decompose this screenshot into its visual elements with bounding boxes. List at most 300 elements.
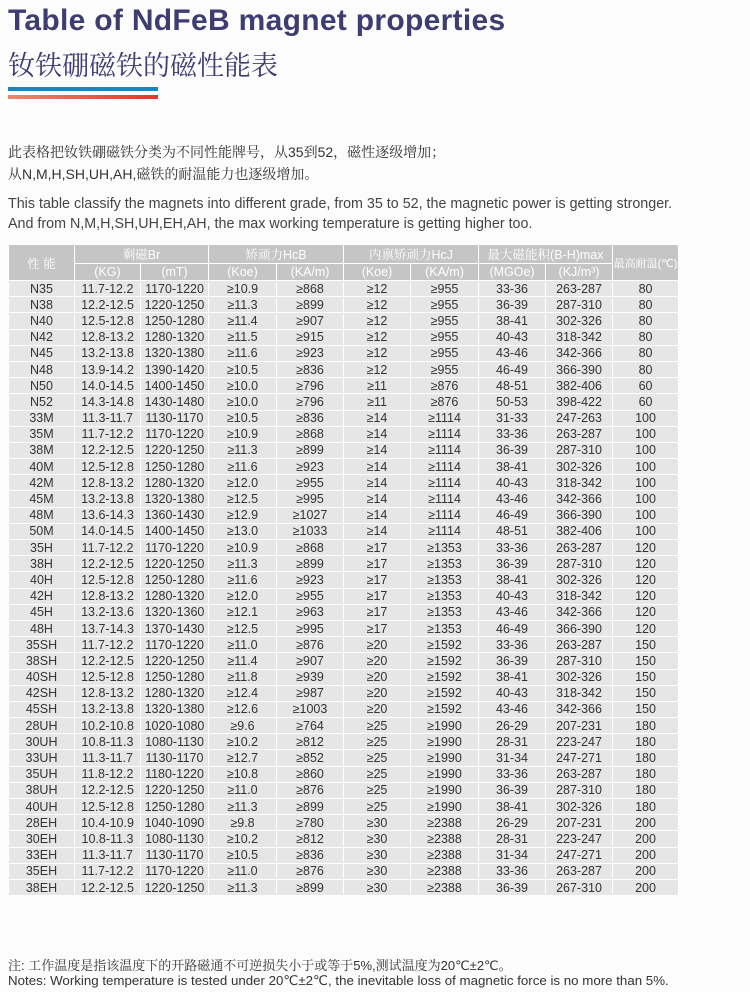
value-cell: 11.3-11.7 xyxy=(75,410,141,426)
value-cell: ≥1353 xyxy=(411,556,479,572)
value-cell: ≥11.3 xyxy=(209,879,277,895)
value-cell: ≥10.2 xyxy=(209,734,277,750)
value-cell: 287-310 xyxy=(546,556,613,572)
value-cell: ≥868 xyxy=(277,540,344,556)
value-cell: ≥1114 xyxy=(411,459,479,475)
value-cell: ≥9.8 xyxy=(209,815,277,831)
value-cell: ≥25 xyxy=(344,799,411,815)
value-cell: ≥9.6 xyxy=(209,718,277,734)
value-cell: ≥10.9 xyxy=(209,540,277,556)
table-row xyxy=(9,410,679,426)
value-cell: ≥10.0 xyxy=(209,394,277,410)
value-cell: ≥1027 xyxy=(277,507,344,523)
value-cell: 342-366 xyxy=(546,604,613,620)
grade-cell: 33UH xyxy=(9,750,75,766)
value-cell: 13.6-14.3 xyxy=(75,507,141,523)
value-cell: 263-287 xyxy=(546,281,613,297)
grade-cell: 33EH xyxy=(9,847,75,863)
table-row xyxy=(9,426,679,442)
value-cell: 1170-1220 xyxy=(141,863,209,879)
value-cell: ≥1353 xyxy=(411,604,479,620)
grade-cell: 42H xyxy=(9,588,75,604)
value-cell: ≥10.0 xyxy=(209,378,277,394)
value-cell: 180 xyxy=(613,766,679,782)
value-cell: ≥30 xyxy=(344,815,411,831)
value-cell: 1250-1280 xyxy=(141,459,209,475)
grade-cell: 48H xyxy=(9,620,75,636)
header-unit: (KA/m) xyxy=(411,264,479,281)
table-row xyxy=(9,540,679,556)
value-cell: 12.5-12.8 xyxy=(75,572,141,588)
value-cell: 12.8-13.2 xyxy=(75,685,141,701)
grade-cell: N38 xyxy=(9,297,75,313)
value-cell: ≥1990 xyxy=(411,750,479,766)
value-cell: 1220-1250 xyxy=(141,297,209,313)
value-cell: ≥987 xyxy=(277,685,344,701)
value-cell: 11.7-12.2 xyxy=(75,281,141,297)
value-cell: ≥10.8 xyxy=(209,766,277,782)
header-unit: (Koe) xyxy=(344,264,411,281)
value-cell: ≥20 xyxy=(344,685,411,701)
value-cell: 43-46 xyxy=(479,604,546,620)
value-cell: ≥14 xyxy=(344,475,411,491)
value-cell: ≥995 xyxy=(277,491,344,507)
grade-cell: 38M xyxy=(9,442,75,458)
value-cell: ≥12.4 xyxy=(209,685,277,701)
value-cell: ≥955 xyxy=(411,329,479,345)
value-cell: 1080-1130 xyxy=(141,831,209,847)
value-cell: 43-46 xyxy=(479,701,546,717)
value-cell: 1170-1220 xyxy=(141,637,209,653)
value-cell: ≥12 xyxy=(344,361,411,377)
value-cell: 12.5-12.8 xyxy=(75,313,141,329)
value-cell: 120 xyxy=(613,588,679,604)
value-cell: ≥12.5 xyxy=(209,491,277,507)
grade-cell: 42SH xyxy=(9,685,75,701)
value-cell: ≥868 xyxy=(277,281,344,297)
value-cell: ≥899 xyxy=(277,556,344,572)
value-cell: 120 xyxy=(613,540,679,556)
value-cell: 10.8-11.3 xyxy=(75,734,141,750)
value-cell: 28-31 xyxy=(479,734,546,750)
value-cell: 12.8-13.2 xyxy=(75,588,141,604)
value-cell: 43-46 xyxy=(479,491,546,507)
value-cell: 1370-1430 xyxy=(141,620,209,636)
red-divider xyxy=(8,95,158,99)
table-row xyxy=(9,799,679,815)
value-cell: ≥955 xyxy=(411,313,479,329)
value-cell: 28-31 xyxy=(479,831,546,847)
value-cell: 318-342 xyxy=(546,588,613,604)
value-cell: 247-271 xyxy=(546,847,613,863)
value-cell: 200 xyxy=(613,847,679,863)
value-cell: 1250-1280 xyxy=(141,572,209,588)
value-cell: ≥1114 xyxy=(411,507,479,523)
table-row xyxy=(9,459,679,475)
value-cell: ≥10.5 xyxy=(209,847,277,863)
value-cell: 180 xyxy=(613,718,679,734)
value-cell: 180 xyxy=(613,799,679,815)
value-cell: ≥899 xyxy=(277,442,344,458)
value-cell: ≥11.8 xyxy=(209,669,277,685)
intro-cn-1: 此表格把钕铁硼磁铁分类为不同性能牌号，从35到52，磁性逐级增加； xyxy=(8,144,446,160)
header-unit: (KJ/m³) xyxy=(546,264,613,281)
value-cell: ≥25 xyxy=(344,766,411,782)
value-cell: ≥963 xyxy=(277,604,344,620)
value-cell: 263-287 xyxy=(546,637,613,653)
value-cell: 1130-1170 xyxy=(141,847,209,863)
value-cell: 1220-1250 xyxy=(141,653,209,669)
value-cell: 1220-1250 xyxy=(141,442,209,458)
header-hcb: 矫顽力HcB xyxy=(209,245,344,264)
value-cell: 150 xyxy=(613,653,679,669)
grade-cell: 38H xyxy=(9,556,75,572)
value-cell: 10.8-11.3 xyxy=(75,831,141,847)
value-cell: ≥868 xyxy=(277,426,344,442)
value-cell: ≥2388 xyxy=(411,863,479,879)
value-cell: 60 xyxy=(613,378,679,394)
value-cell: ≥955 xyxy=(277,588,344,604)
value-cell: ≥995 xyxy=(277,620,344,636)
value-cell: 1280-1320 xyxy=(141,475,209,491)
value-cell: ≥2388 xyxy=(411,831,479,847)
value-cell: 1250-1280 xyxy=(141,799,209,815)
grade-cell: N52 xyxy=(9,394,75,410)
value-cell: 11.7-12.2 xyxy=(75,863,141,879)
value-cell: 1130-1170 xyxy=(141,750,209,766)
value-cell: 1170-1220 xyxy=(141,426,209,442)
value-cell: ≥10.5 xyxy=(209,361,277,377)
value-cell: ≥812 xyxy=(277,734,344,750)
value-cell: 10.4-10.9 xyxy=(75,815,141,831)
value-cell: ≥812 xyxy=(277,831,344,847)
header-hcj: 内禀矫顽力HcJ xyxy=(344,245,479,264)
table-row xyxy=(9,281,679,297)
value-cell: 36-39 xyxy=(479,782,546,798)
table-row xyxy=(9,523,679,539)
value-cell: 120 xyxy=(613,620,679,636)
value-cell: 40-43 xyxy=(479,475,546,491)
grade-cell: N45 xyxy=(9,345,75,361)
grade-cell: 33M xyxy=(9,410,75,426)
intro-cn-2: 从N,M,H,SH,UH,AH,磁铁的耐温能力也逐级增加。 xyxy=(8,166,319,182)
table-row xyxy=(9,572,679,588)
value-cell: 80 xyxy=(613,281,679,297)
value-cell: 36-39 xyxy=(479,653,546,669)
value-cell: 200 xyxy=(613,831,679,847)
value-cell: 12.2-12.5 xyxy=(75,556,141,572)
value-cell: 100 xyxy=(613,459,679,475)
value-cell: ≥955 xyxy=(411,345,479,361)
value-cell: ≥1114 xyxy=(411,442,479,458)
value-cell: ≥30 xyxy=(344,831,411,847)
value-cell: 366-390 xyxy=(546,361,613,377)
page-subtitle: 钕铁硼磁铁的磁性能表 xyxy=(8,51,278,82)
value-cell: 1020-1080 xyxy=(141,718,209,734)
value-cell: 302-326 xyxy=(546,799,613,815)
value-cell: 80 xyxy=(613,361,679,377)
value-cell: ≥11.0 xyxy=(209,782,277,798)
value-cell: ≥14 xyxy=(344,491,411,507)
value-cell: 263-287 xyxy=(546,766,613,782)
value-cell: 33-36 xyxy=(479,863,546,879)
grade-cell: 30UH xyxy=(9,734,75,750)
value-cell: 14.0-14.5 xyxy=(75,378,141,394)
value-cell: 382-406 xyxy=(546,378,613,394)
value-cell: ≥1592 xyxy=(411,653,479,669)
value-cell: 247-263 xyxy=(546,410,613,426)
value-cell: ≥1114 xyxy=(411,523,479,539)
value-cell: 100 xyxy=(613,523,679,539)
value-cell: ≥14 xyxy=(344,523,411,539)
value-cell: ≥25 xyxy=(344,782,411,798)
value-cell: ≥11.6 xyxy=(209,459,277,475)
table-row xyxy=(9,475,679,491)
value-cell: ≥12 xyxy=(344,281,411,297)
table-row xyxy=(9,394,679,410)
value-cell: ≥907 xyxy=(277,653,344,669)
value-cell: 200 xyxy=(613,879,679,895)
grade-cell: 35H xyxy=(9,540,75,556)
table-row xyxy=(9,750,679,766)
value-cell: 12.5-12.8 xyxy=(75,459,141,475)
value-cell: ≥20 xyxy=(344,701,411,717)
value-cell: 13.2-13.8 xyxy=(75,345,141,361)
value-cell: ≥955 xyxy=(411,281,479,297)
value-cell: ≥11.3 xyxy=(209,556,277,572)
value-cell: 33-36 xyxy=(479,637,546,653)
value-cell: 50-53 xyxy=(479,394,546,410)
value-cell: 180 xyxy=(613,750,679,766)
value-cell: 40-43 xyxy=(479,329,546,345)
grade-cell: 38UH xyxy=(9,782,75,798)
header-unit: (MGOe) xyxy=(479,264,546,281)
value-cell: 38-41 xyxy=(479,799,546,815)
value-cell: ≥915 xyxy=(277,329,344,345)
header-bhmax: 最大磁能积(B-H)max xyxy=(479,245,613,264)
value-cell: ≥1592 xyxy=(411,637,479,653)
table-row xyxy=(9,361,679,377)
value-cell: 263-287 xyxy=(546,863,613,879)
value-cell: ≥11.4 xyxy=(209,313,277,329)
value-cell: 13.2-13.6 xyxy=(75,604,141,620)
value-cell: ≥12.1 xyxy=(209,604,277,620)
value-cell: 287-310 xyxy=(546,442,613,458)
value-cell: ≥907 xyxy=(277,313,344,329)
table-row xyxy=(9,588,679,604)
value-cell: ≥11.4 xyxy=(209,653,277,669)
header-grade: 性 能 xyxy=(9,245,75,281)
table-row xyxy=(9,718,679,734)
value-cell: ≥2388 xyxy=(411,847,479,863)
value-cell: ≥955 xyxy=(411,297,479,313)
value-cell: 26-29 xyxy=(479,815,546,831)
value-cell: 11.7-12.2 xyxy=(75,540,141,556)
value-cell: 1170-1220 xyxy=(141,281,209,297)
value-cell: 12.2-12.5 xyxy=(75,879,141,895)
value-cell: 13.2-13.8 xyxy=(75,491,141,507)
value-cell: 207-231 xyxy=(546,718,613,734)
value-cell: 43-46 xyxy=(479,345,546,361)
value-cell: ≥12.9 xyxy=(209,507,277,523)
table-row xyxy=(9,507,679,523)
grade-cell: 35UH xyxy=(9,766,75,782)
value-cell: 33-36 xyxy=(479,426,546,442)
value-cell: ≥1990 xyxy=(411,766,479,782)
table-row xyxy=(9,345,679,361)
value-cell: 150 xyxy=(613,685,679,701)
value-cell: ≥10.9 xyxy=(209,281,277,297)
value-cell: 342-366 xyxy=(546,701,613,717)
value-cell: 100 xyxy=(613,426,679,442)
table-row xyxy=(9,378,679,394)
value-cell: ≥11.0 xyxy=(209,637,277,653)
table-row xyxy=(9,685,679,701)
value-cell: 11.3-11.7 xyxy=(75,847,141,863)
value-cell: ≥836 xyxy=(277,410,344,426)
value-cell: 33-36 xyxy=(479,540,546,556)
value-cell: 223-247 xyxy=(546,734,613,750)
value-cell: ≥17 xyxy=(344,572,411,588)
value-cell: 13.2-13.8 xyxy=(75,701,141,717)
grade-cell: N50 xyxy=(9,378,75,394)
value-cell: 12.2-12.5 xyxy=(75,782,141,798)
value-cell: 100 xyxy=(613,442,679,458)
value-cell: ≥11.3 xyxy=(209,297,277,313)
grade-cell: N42 xyxy=(9,329,75,345)
value-cell: 1400-1450 xyxy=(141,378,209,394)
value-cell: 80 xyxy=(613,313,679,329)
value-cell: ≥12 xyxy=(344,297,411,313)
properties-table xyxy=(8,244,679,896)
value-cell: ≥899 xyxy=(277,879,344,895)
value-cell: ≥860 xyxy=(277,766,344,782)
value-cell: ≥14 xyxy=(344,459,411,475)
value-cell: 318-342 xyxy=(546,475,613,491)
value-cell: ≥1353 xyxy=(411,572,479,588)
grade-cell: 48M xyxy=(9,507,75,523)
grade-cell: 40H xyxy=(9,572,75,588)
value-cell: 36-39 xyxy=(479,879,546,895)
value-cell: ≥11.5 xyxy=(209,329,277,345)
table-row xyxy=(9,297,679,313)
value-cell: 1220-1250 xyxy=(141,556,209,572)
header-unit: (Koe) xyxy=(209,264,277,281)
value-cell: 12.2-12.5 xyxy=(75,653,141,669)
value-cell: 38-41 xyxy=(479,669,546,685)
value-cell: ≥796 xyxy=(277,394,344,410)
value-cell: 100 xyxy=(613,491,679,507)
value-cell: ≥12.0 xyxy=(209,475,277,491)
value-cell: ≥25 xyxy=(344,718,411,734)
value-cell: 1400-1450 xyxy=(141,523,209,539)
value-cell: ≥30 xyxy=(344,863,411,879)
grade-cell: 45M xyxy=(9,491,75,507)
blue-divider xyxy=(8,87,158,91)
value-cell: ≥876 xyxy=(411,394,479,410)
intro-en-2: And from N,M,H,SH,UH,EH,AH, the max working temperature is getting higher too. xyxy=(8,216,533,232)
value-cell: 48-51 xyxy=(479,523,546,539)
value-cell: 33-36 xyxy=(479,766,546,782)
value-cell: ≥25 xyxy=(344,750,411,766)
value-cell: 13.7-14.3 xyxy=(75,620,141,636)
header-unit: (mT) xyxy=(141,264,209,281)
value-cell: 1280-1320 xyxy=(141,329,209,345)
value-cell: 1280-1320 xyxy=(141,685,209,701)
value-cell: 26-29 xyxy=(479,718,546,734)
value-cell: ≥10.9 xyxy=(209,426,277,442)
value-cell: ≥852 xyxy=(277,750,344,766)
value-cell: 247-271 xyxy=(546,750,613,766)
value-cell: 1320-1380 xyxy=(141,701,209,717)
value-cell: ≥12.0 xyxy=(209,588,277,604)
value-cell: 302-326 xyxy=(546,572,613,588)
value-cell: ≥11 xyxy=(344,394,411,410)
grade-cell: 40SH xyxy=(9,669,75,685)
value-cell: ≥14 xyxy=(344,507,411,523)
grade-cell: 35EH xyxy=(9,863,75,879)
value-cell: ≥1990 xyxy=(411,718,479,734)
table-row xyxy=(9,637,679,653)
value-cell: ≥1990 xyxy=(411,734,479,750)
table-row xyxy=(9,442,679,458)
value-cell: 10.2-10.8 xyxy=(75,718,141,734)
value-cell: 14.3-14.8 xyxy=(75,394,141,410)
value-cell: ≥1990 xyxy=(411,799,479,815)
value-cell: 150 xyxy=(613,669,679,685)
note-cn: 注: 工作温度是指该温度下的开路磁通不可逆损失小于或等于5%,测试温度为20℃±2℃。 xyxy=(8,958,512,973)
value-cell: ≥11.3 xyxy=(209,442,277,458)
value-cell: 11.7-12.2 xyxy=(75,637,141,653)
value-cell: 263-287 xyxy=(546,426,613,442)
value-cell: 398-422 xyxy=(546,394,613,410)
value-cell: 31-33 xyxy=(479,410,546,426)
value-cell: 200 xyxy=(613,815,679,831)
header-unit: (KG) xyxy=(75,264,141,281)
value-cell: 120 xyxy=(613,556,679,572)
value-cell: 1180-1220 xyxy=(141,766,209,782)
value-cell: ≥30 xyxy=(344,847,411,863)
value-cell: 1250-1280 xyxy=(141,313,209,329)
value-cell: 14.0-14.5 xyxy=(75,523,141,539)
value-cell: ≥876 xyxy=(277,782,344,798)
value-cell: ≥955 xyxy=(411,361,479,377)
value-cell: 318-342 xyxy=(546,685,613,701)
value-cell: ≥1114 xyxy=(411,475,479,491)
value-cell: 342-366 xyxy=(546,345,613,361)
value-cell: ≥20 xyxy=(344,637,411,653)
value-cell: ≥876 xyxy=(411,378,479,394)
value-cell: 287-310 xyxy=(546,297,613,313)
value-cell: 12.5-12.8 xyxy=(75,799,141,815)
value-cell: 60 xyxy=(613,394,679,410)
value-cell: 1320-1380 xyxy=(141,491,209,507)
value-cell: 1220-1250 xyxy=(141,782,209,798)
value-cell: 1430-1480 xyxy=(141,394,209,410)
value-cell: ≥1353 xyxy=(411,540,479,556)
value-cell: 100 xyxy=(613,475,679,491)
value-cell: ≥923 xyxy=(277,572,344,588)
value-cell: 1040-1090 xyxy=(141,815,209,831)
value-cell: ≥11.0 xyxy=(209,863,277,879)
value-cell: ≥1033 xyxy=(277,523,344,539)
value-cell: ≥12 xyxy=(344,313,411,329)
value-cell: ≥25 xyxy=(344,734,411,750)
value-cell: 150 xyxy=(613,637,679,653)
value-cell: 287-310 xyxy=(546,653,613,669)
value-cell: 1320-1360 xyxy=(141,604,209,620)
value-cell: ≥17 xyxy=(344,556,411,572)
